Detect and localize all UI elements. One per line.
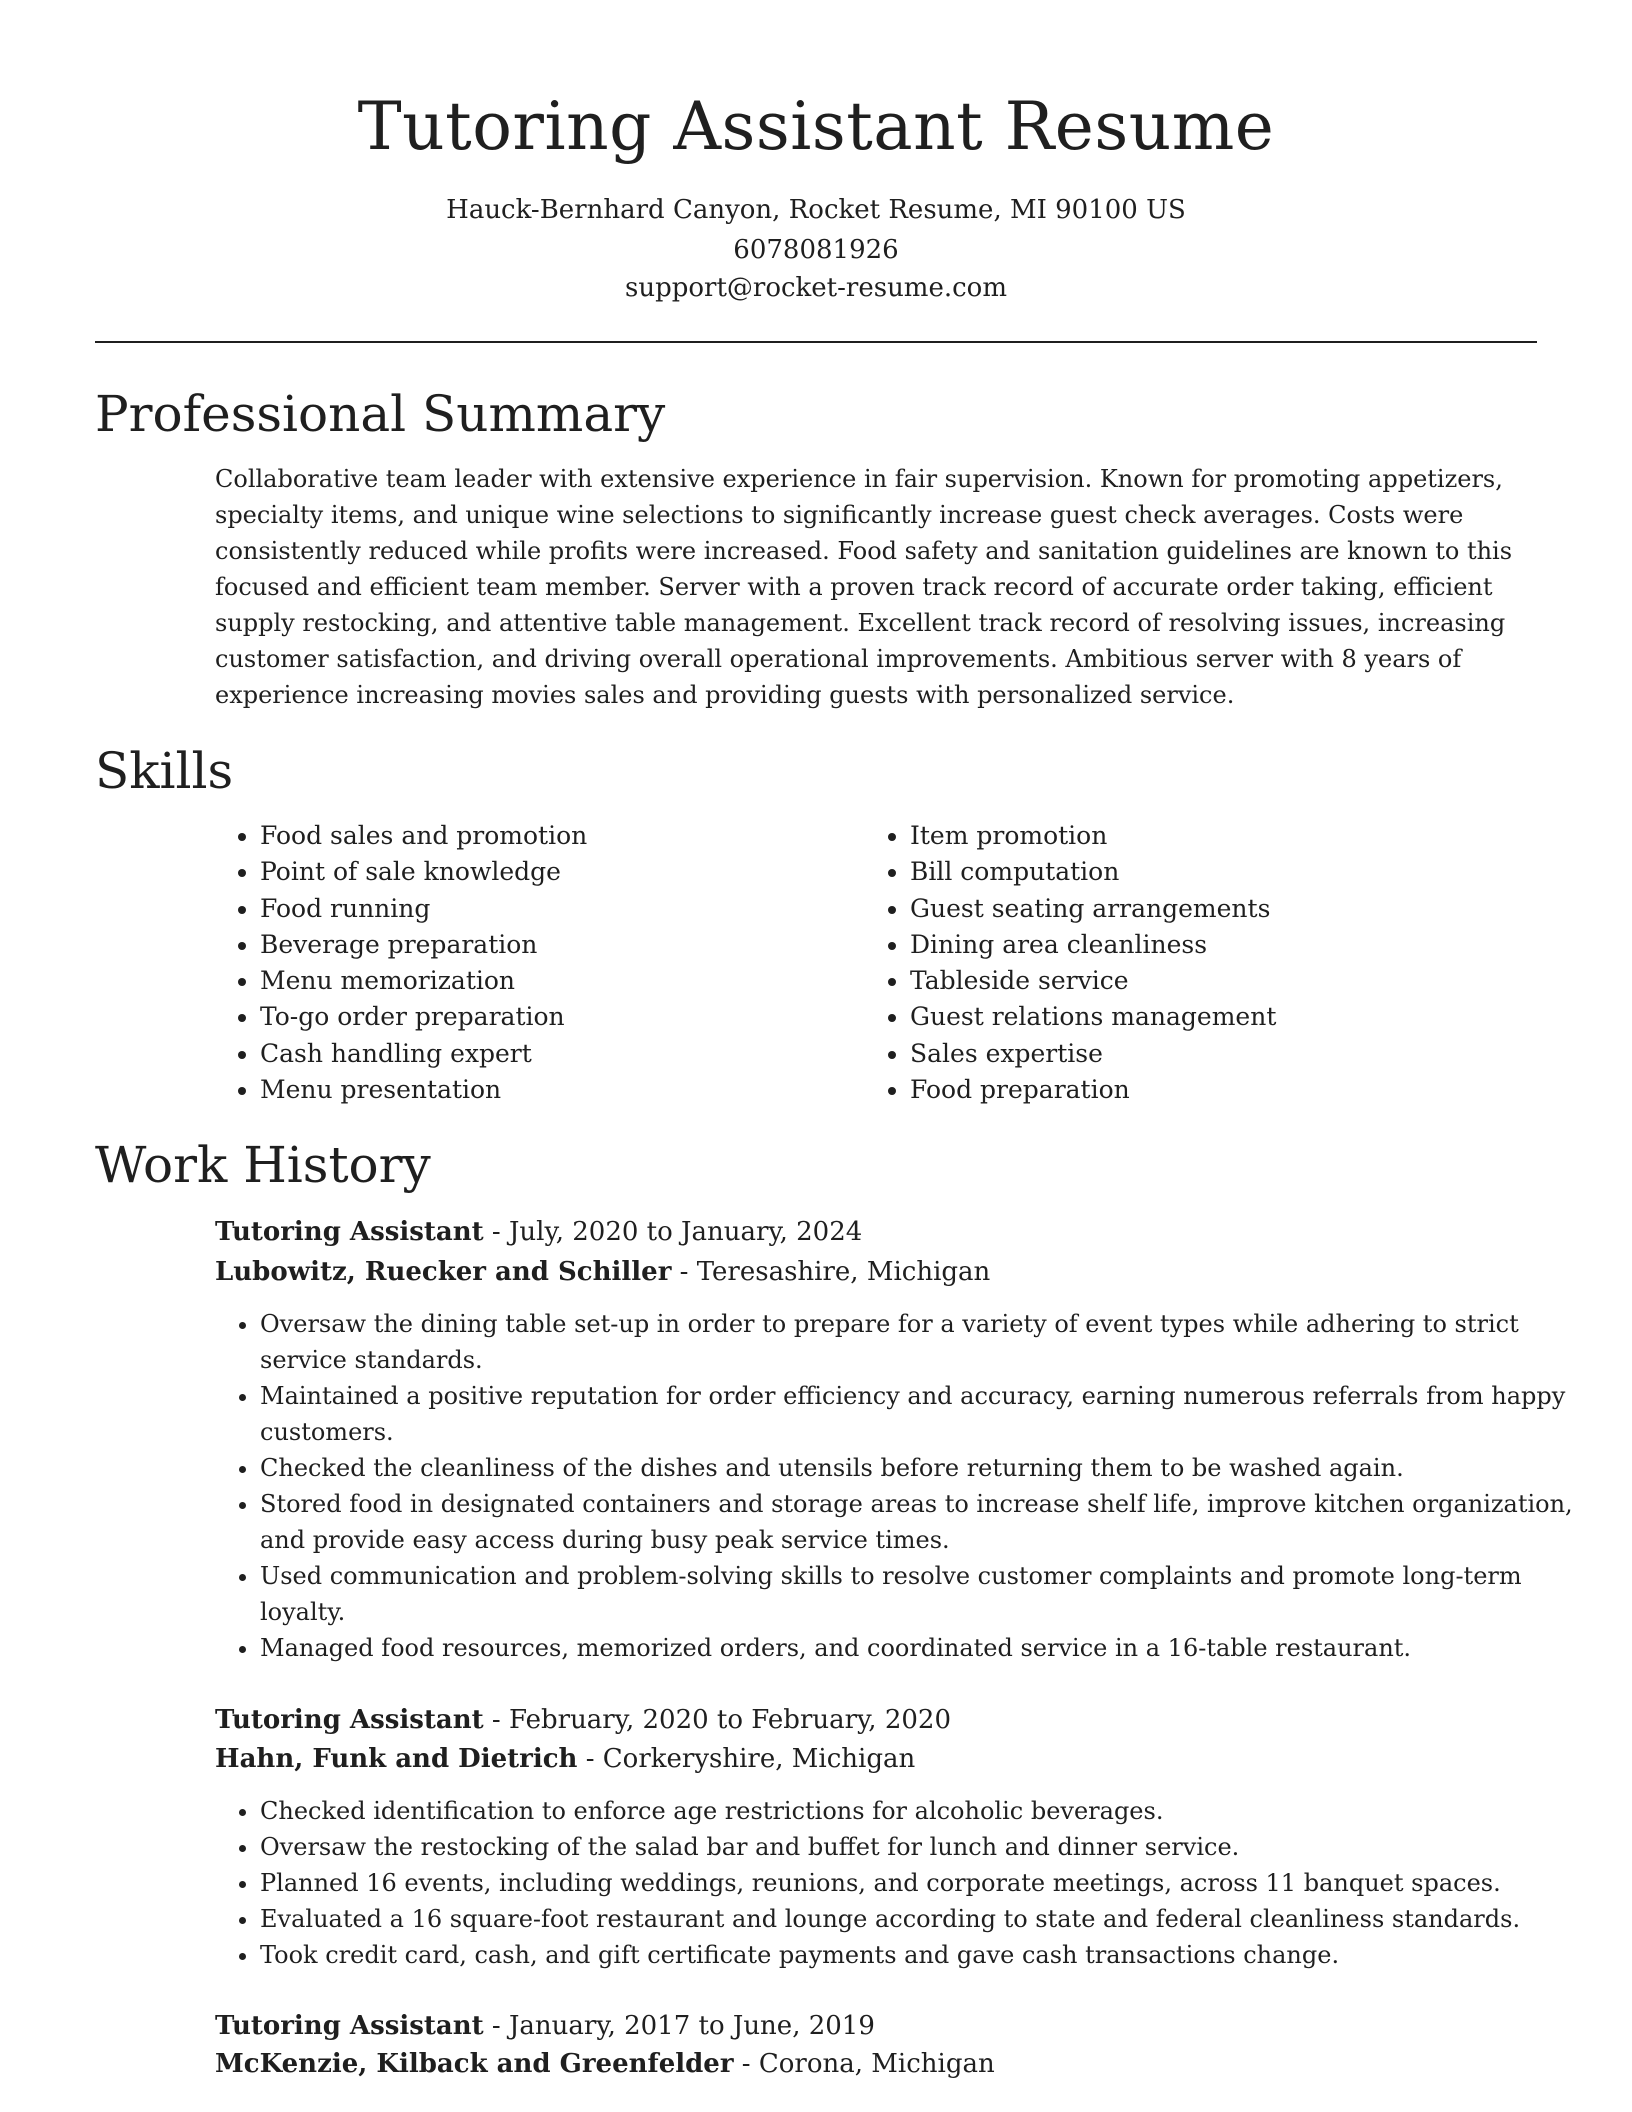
skill-item: • Sales expertise xyxy=(910,1036,1276,1072)
job-location: - Teresashire, Michigan xyxy=(671,1257,991,1287)
job-company: McKenzie, Kilback and Greenfelder xyxy=(215,2049,734,2079)
job-dates: - January, 2017 to June, 2019 xyxy=(483,2011,875,2041)
skill-item: • Food preparation xyxy=(910,1072,1276,1108)
skill-item: • Tableside service xyxy=(910,963,1276,999)
header-divider xyxy=(95,341,1537,343)
skill-item: • Guest relations management xyxy=(910,999,1276,1035)
job-company: Lubowitz, Ruecker and Schiller xyxy=(215,1257,672,1287)
skill-item: • Point of sale knowledge xyxy=(260,854,587,890)
skill-item: • Menu memorization xyxy=(260,963,587,999)
resume-title: Tutoring Assistant Resume xyxy=(357,88,1275,165)
job-company-line xyxy=(215,2044,995,2084)
skill-item: • Cash handling expert xyxy=(260,1036,587,1072)
job-location: - Corona, Michigan xyxy=(733,2049,995,2079)
skills-list-left xyxy=(215,818,587,1108)
job-title: Tutoring Assistant xyxy=(215,1217,484,1247)
contact-phone: 6078081926 xyxy=(733,235,899,265)
summary-text: Collaborative team leader with extensive experience in fair supervision. Known for promoting appetizers, specialty items, and unique wine selections to significantly increase guest check averages. Costs were consistently reduced while profits were increased. Food safety and sanitation guidelines are known to this focused and efficient team member. Server with a proven track record of accurate order taking, efficient supply restocking, and attentive table management. Excellent track record of resolving issues, increasing customer satisfaction, and driving overall operational improvements. Ambitious server with 8 years of experience increasing movies sales and providing guests with personalized service. xyxy=(215,465,1513,709)
summary-heading: Professional Summary xyxy=(95,385,666,443)
job-duty: • Took credit card, cash, and gift certificate payments and gave cash transactions change. xyxy=(260,1937,1580,1973)
skill-item: • Item promotion xyxy=(910,818,1276,854)
job-title: Tutoring Assistant xyxy=(215,2011,484,2041)
contact-email: support@rocket-resume.com xyxy=(624,273,1007,303)
job-duty: • Oversaw the dining table set-up in order to prepare for a variety of event types while adhering to strict service standards. xyxy=(260,1306,1580,1378)
job-duty: • Evaluated a 16 square-foot restaurant and lounge according to state and federal cleanliness standards. xyxy=(260,1901,1580,1937)
job-duty: • Planned 16 events, including weddings, reunions, and corporate meetings, across 11 banquet spaces. xyxy=(260,1865,1580,1901)
job-duty: • Managed food resources, memorized orders, and coordinated service in a 16-table restaurant. xyxy=(260,1630,1580,1666)
job-dates: - July, 2020 to January, 2024 xyxy=(483,1217,863,1247)
job-duties-list xyxy=(215,1306,1580,1666)
skills-heading: Skills xyxy=(95,742,234,800)
contact-address: Hauck-Bernhard Canyon, Rocket Resume, MI 90100 US xyxy=(446,195,1186,225)
job-title: Tutoring Assistant xyxy=(215,1705,484,1735)
skill-item: • Menu presentation xyxy=(260,1072,587,1108)
job-company: Hahn, Funk and Dietrich xyxy=(215,1744,578,1774)
job-duty: • Oversaw the restocking of the salad bar and buffet for lunch and dinner service. xyxy=(260,1829,1580,1865)
job-dates: - February, 2020 to February, 2020 xyxy=(483,1705,951,1735)
job-title-line xyxy=(215,1700,951,1740)
skill-item: • To-go order preparation xyxy=(260,999,587,1035)
work-history-heading: Work History xyxy=(95,1136,431,1194)
job-duties-list xyxy=(215,1793,1580,1973)
skill-item: • Guest seating arrangements xyxy=(910,891,1276,927)
job-location: - Corkeryshire, Michigan xyxy=(577,1744,916,1774)
job-duty: • Used communication and problem-solving skills to resolve customer complaints and promote long-term loyalty. xyxy=(260,1558,1580,1630)
job-duty: • Checked the cleanliness of the dishes and utensils before returning them to be washed again. xyxy=(260,1450,1580,1486)
job-duty: • Stored food in designated containers and storage areas to increase shelf life, improve kitchen organization, and provide easy access during busy peak service times. xyxy=(260,1486,1580,1558)
job-title-line xyxy=(215,1212,862,1252)
job-duty: • Checked identification to enforce age restrictions for alcoholic beverages. xyxy=(260,1793,1580,1829)
skill-item: • Food sales and promotion xyxy=(260,818,587,854)
job-company-line xyxy=(215,1252,990,1292)
skill-item: • Dining area cleanliness xyxy=(910,927,1276,963)
job-duty: • Maintained a positive reputation for order efficiency and accuracy, earning numerous referrals from happy customers. xyxy=(260,1378,1580,1450)
job-title-line xyxy=(215,2006,875,2046)
skill-item: • Bill computation xyxy=(910,854,1276,890)
skill-item: • Food running xyxy=(260,891,587,927)
job-company-line xyxy=(215,1739,915,1779)
skills-list-right xyxy=(865,818,1276,1108)
skill-item: • Beverage preparation xyxy=(260,927,587,963)
